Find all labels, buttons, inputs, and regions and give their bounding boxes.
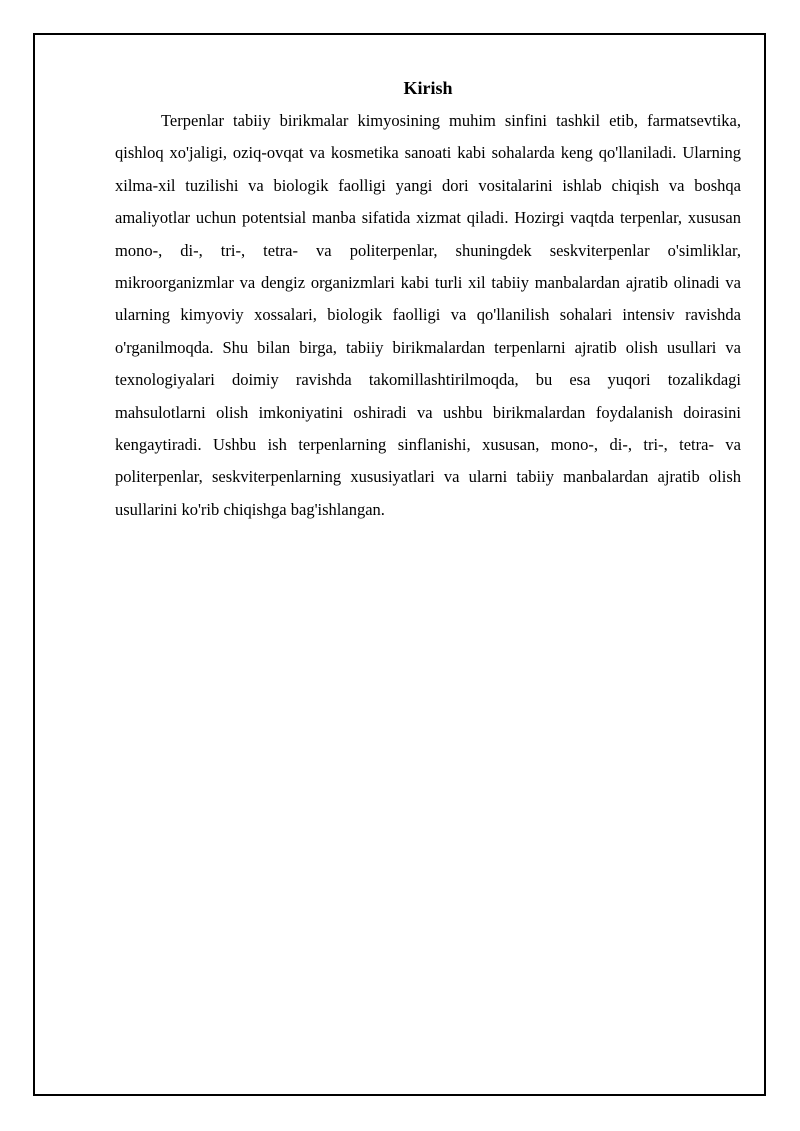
section-title: Kirish <box>403 78 453 98</box>
document-body <box>115 75 741 526</box>
intro-paragraph: Terpenlar tabiiy birikmalar kimyosining muhim sinfini tashkil etib, farmatsevtika, qishloq xo'jaligi, oziq-ovqat va kosmetika sanoati kabi sohalarda keng qo'llaniladi. Ularning xilma-xil tuzilishi va biologik faolligi yangi dori vositalarini ishlab chiqish va boshqa amaliyotlar uchun potentsial manba sifatida xizmat qiladi. Hozirgi vaqtda terpenlar, xususan mono-, di-, tri-, tetra- va politerpenlar, shuningdek seskviterpenlar o'simliklar, mikroorganizmlar va dengiz organizmlari kabi turli xil tabiiy manbalardan ajratib olinadi va ularning kimyoviy xossalari, biologik faolligi va qo'llanilish sohalari intensiv ravishda o'rganilmoqda. Shu bilan birga, tabiiy birikmalardan terpenlarni ajratib olish usullari va texnologiyalari doimiy ravishda takomillashtirilmoqda, bu esa yuqori tozalikdagi mahsulotlarni olish imkoniyatini oshiradi va ushbu birikmalardan foydalanish doirasini kengaytiradi. Ushbu ish terpenlarning sinflanishi, xususan, mono-, di-, tri-, tetra- va politerpenlar, seskviterpenlarning xususiyatlari va ularni tabiiy manbalardan ajratib olish usullarini ko'rib chiqishga bag'ishlangan. <box>115 111 741 519</box>
